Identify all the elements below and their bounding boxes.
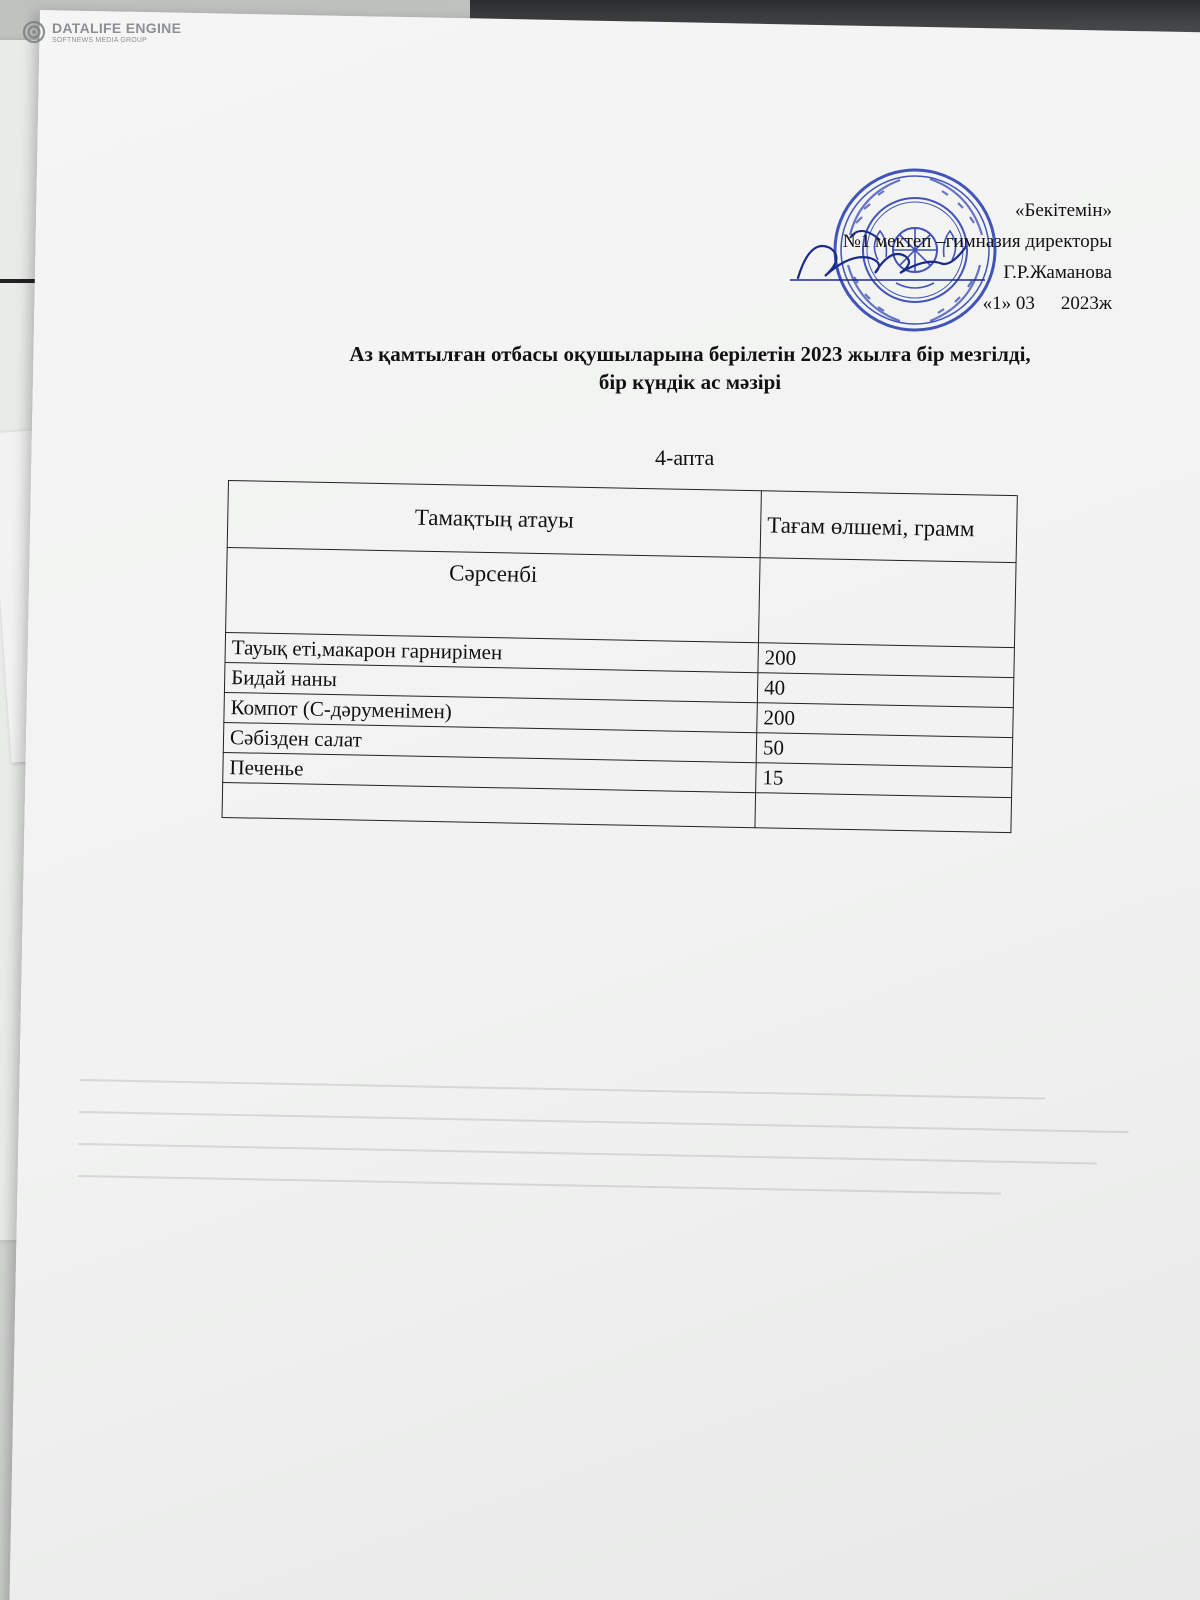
dish-name: Сәбізден салат [223,722,756,762]
day-name: Сәрсенбі [226,547,761,642]
empty-cell [755,793,1012,833]
dish-weight: 200 [757,703,1014,738]
header-dish-name: Тамақтың атауы [227,481,761,558]
bleed-through-text [75,1051,1129,1311]
menu-table [222,480,1018,833]
approval-block [843,195,1112,319]
dish-weight: 40 [757,673,1014,708]
dish-weight: 15 [756,763,1013,798]
dish-weight: 50 [756,733,1013,768]
title-line-1: Аз қамтылған отбасы оқушыларына берілетін 2023 жылға бір мезгілді, [349,342,1031,366]
watermark-icon [22,20,46,44]
week-label: 4-апта [655,445,715,470]
document-title [250,340,1130,396]
dish-name: Компот (С-дәруменімен) [224,692,757,732]
header-portion-weight: Тағам өлшемі, грамм [760,491,1017,563]
table-day-row [226,547,1016,647]
approval-date-line [843,288,1112,319]
approval-year: 2023ж [1060,293,1112,314]
dish-name: Бидай наны [224,662,757,702]
watermark-title: DATALIFE ENGINE [52,19,182,36]
watermark-logo [22,20,181,44]
watermark-subtitle: SOFTNEWS MEDIA GROUP [52,36,148,44]
day-weight-empty [758,558,1016,648]
approval-position: №1 мектеп –гимназия директоры [842,231,1112,252]
approval-signatory: Г.Р.Жаманова [1003,262,1112,283]
approval-heading: «Бекітемін» [1014,200,1112,221]
dish-name: Печенье [223,752,756,792]
dish-weight: 200 [758,643,1015,678]
approval-date: «1» 03 [982,293,1035,314]
title-line-2: бір күндік ас мәзірі [598,370,782,394]
dish-name: Тауық еті,макарон гарнирімен [225,632,758,672]
